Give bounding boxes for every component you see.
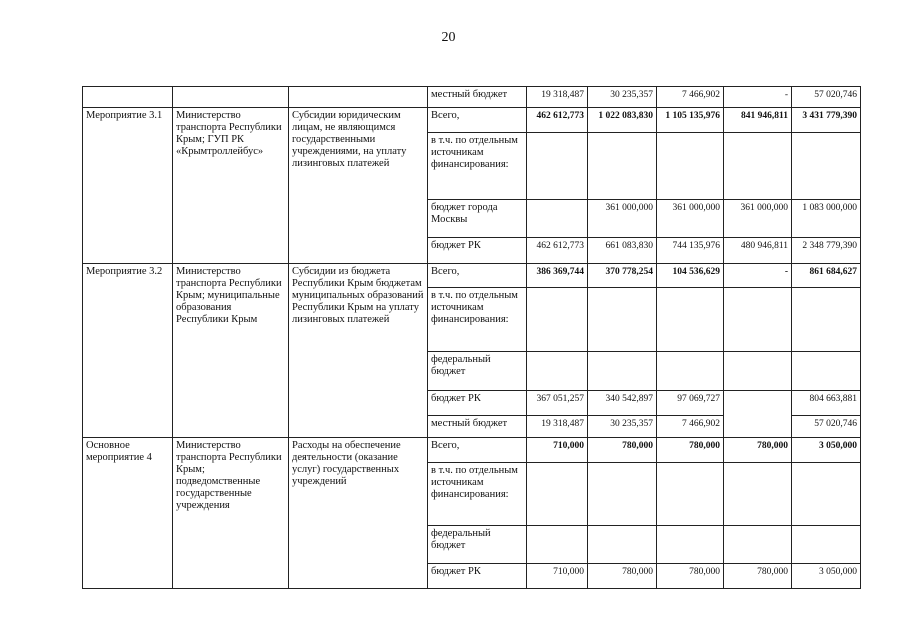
value-cell: 661 083,830 bbox=[588, 238, 657, 264]
table-row bbox=[83, 108, 861, 133]
value-cell: 30 235,357 bbox=[588, 87, 657, 108]
value-cell bbox=[792, 352, 861, 391]
value-cell bbox=[792, 288, 861, 352]
value-cell: 386 369,744 bbox=[527, 264, 588, 288]
value-cell: 780,000 bbox=[657, 564, 724, 589]
value-cell: 1 022 083,830 bbox=[588, 108, 657, 133]
activity-name: Основное мероприятие 4 bbox=[83, 438, 173, 589]
value-cell: 780,000 bbox=[588, 564, 657, 589]
executor: Министерство транспорта Республики Крым; ГУП РК «Крымтроллейбус» bbox=[173, 108, 289, 264]
value-cell: 57 020,746 bbox=[792, 87, 861, 108]
value-cell: 744 135,976 bbox=[657, 238, 724, 264]
value-cell bbox=[527, 200, 588, 238]
value-cell bbox=[527, 288, 588, 352]
source-label: Всего, bbox=[428, 438, 527, 463]
value-cell bbox=[527, 133, 588, 200]
value-cell: 462 612,773 bbox=[527, 108, 588, 133]
value-cell: 19 318,487 bbox=[527, 87, 588, 108]
value-cell: 361 000,000 bbox=[657, 200, 724, 238]
source-label: в т.ч. по отдельным источникам финансирования: bbox=[428, 463, 527, 526]
source-label: федеральный бюджет bbox=[428, 352, 527, 391]
value-cell bbox=[527, 463, 588, 526]
source-label: бюджет РК bbox=[428, 564, 527, 589]
source-label: федеральный бюджет bbox=[428, 526, 527, 564]
value-cell: 340 542,897 bbox=[588, 391, 657, 416]
executor-cell-empty bbox=[173, 87, 289, 108]
value-cell bbox=[724, 391, 792, 416]
value-cell: 780,000 bbox=[724, 438, 792, 463]
table-row bbox=[83, 87, 861, 108]
value-cell: 3 431 779,390 bbox=[792, 108, 861, 133]
value-cell bbox=[657, 352, 724, 391]
description: Субсидии из бюджета Республики Крым бюджетам муниципальных образований Республики Крым на уплату лизинговых платежей bbox=[289, 264, 428, 438]
value-cell bbox=[527, 352, 588, 391]
value-cell: 710,000 bbox=[527, 564, 588, 589]
value-cell: - bbox=[724, 264, 792, 288]
value-cell bbox=[588, 526, 657, 564]
value-cell: 780,000 bbox=[657, 438, 724, 463]
value-cell: 30 235,357 bbox=[588, 416, 657, 438]
value-cell: 2 348 779,390 bbox=[792, 238, 861, 264]
source-label: Всего, bbox=[428, 108, 527, 133]
value-cell: 462 612,773 bbox=[527, 238, 588, 264]
value-cell bbox=[588, 288, 657, 352]
value-cell bbox=[527, 526, 588, 564]
value-cell: 780,000 bbox=[724, 564, 792, 589]
value-cell bbox=[724, 463, 792, 526]
value-cell: 861 684,627 bbox=[792, 264, 861, 288]
value-cell: 1 105 135,976 bbox=[657, 108, 724, 133]
description: Субсидии юридическим лицам, не являющимся государственными учреждениями, на уплату лизинговых платежей bbox=[289, 108, 428, 264]
value-cell bbox=[657, 463, 724, 526]
source-label: бюджет города Москвы bbox=[428, 200, 527, 238]
source-label: местный бюджет bbox=[428, 416, 527, 438]
value-cell bbox=[588, 463, 657, 526]
value-cell: 361 000,000 bbox=[588, 200, 657, 238]
value-cell bbox=[657, 526, 724, 564]
executor: Министерство транспорта Республики Крым; подведомственные государственные учреждения bbox=[173, 438, 289, 589]
source-label: в т.ч. по отдельным источникам финансирования: bbox=[428, 133, 527, 200]
source-label: Всего, bbox=[428, 264, 527, 288]
value-cell: 57 020,746 bbox=[792, 416, 861, 438]
value-cell bbox=[724, 352, 792, 391]
source-label: бюджет РК bbox=[428, 391, 527, 416]
value-cell bbox=[792, 133, 861, 200]
description: Расходы на обеспечение деятельности (оказание услуг) государственных учреждений bbox=[289, 438, 428, 589]
value-cell bbox=[657, 288, 724, 352]
executor: Министерство транспорта Республики Крым; муниципальные образования Республики Крым bbox=[173, 264, 289, 438]
value-cell: 841 946,811 bbox=[724, 108, 792, 133]
value-cell: 7 466,902 bbox=[657, 416, 724, 438]
value-cell: 104 536,629 bbox=[657, 264, 724, 288]
value-cell bbox=[588, 133, 657, 200]
value-cell: 3 050,000 bbox=[792, 438, 861, 463]
source-label: бюджет РК bbox=[428, 238, 527, 264]
activity-name: Мероприятие 3.2 bbox=[83, 264, 173, 438]
source-label: в т.ч. по отдельным источникам финансирования: bbox=[428, 288, 527, 352]
value-cell: 3 050,000 bbox=[792, 564, 861, 589]
value-cell bbox=[724, 288, 792, 352]
value-cell: 367 051,257 bbox=[527, 391, 588, 416]
value-cell bbox=[792, 526, 861, 564]
value-cell: 710,000 bbox=[527, 438, 588, 463]
activity-cell-empty bbox=[83, 87, 173, 108]
table-row bbox=[83, 438, 861, 463]
activity-name: Мероприятие 3.1 bbox=[83, 108, 173, 264]
value-cell: 804 663,881 bbox=[792, 391, 861, 416]
value-cell: - bbox=[724, 87, 792, 108]
description-cell-empty bbox=[289, 87, 428, 108]
value-cell: 361 000,000 bbox=[724, 200, 792, 238]
value-cell bbox=[724, 133, 792, 200]
value-cell bbox=[724, 416, 792, 438]
value-cell: 480 946,811 bbox=[724, 238, 792, 264]
value-cell: 7 466,902 bbox=[657, 87, 724, 108]
value-cell bbox=[657, 133, 724, 200]
value-cell: 97 069,727 bbox=[657, 391, 724, 416]
value-cell: 370 778,254 bbox=[588, 264, 657, 288]
table-row bbox=[83, 264, 861, 288]
value-cell: 780,000 bbox=[588, 438, 657, 463]
source-label: местный бюджет bbox=[428, 87, 527, 108]
value-cell bbox=[792, 463, 861, 526]
value-cell: 19 318,487 bbox=[527, 416, 588, 438]
value-cell: 1 083 000,000 bbox=[792, 200, 861, 238]
page-number: 20 bbox=[441, 30, 456, 45]
value-cell bbox=[588, 352, 657, 391]
value-cell bbox=[724, 526, 792, 564]
budget-table bbox=[82, 86, 861, 589]
